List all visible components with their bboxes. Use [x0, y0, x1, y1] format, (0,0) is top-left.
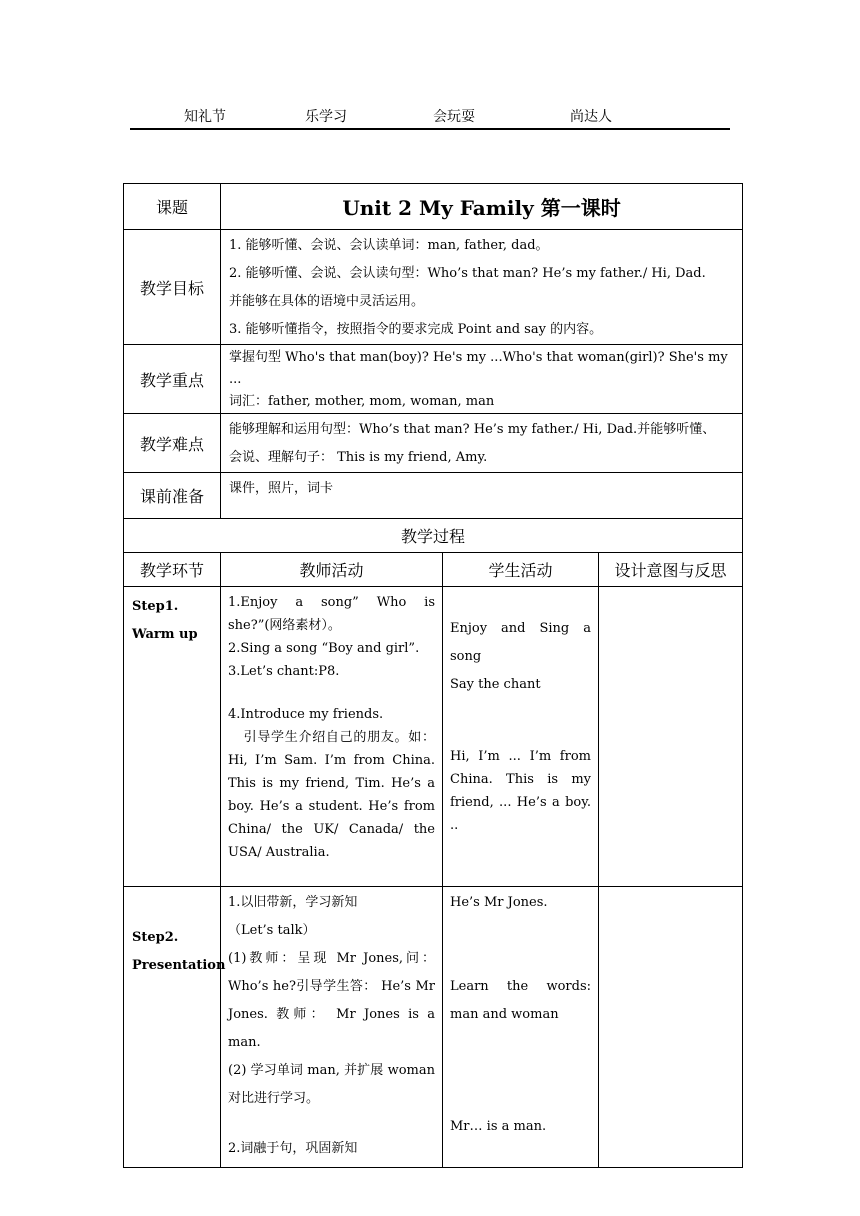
step1-teacher-activity [221, 587, 443, 887]
objectives-content [221, 230, 743, 345]
column-header-row [124, 553, 743, 587]
student-activity-item: Enjoy and Sing a song [450, 621, 591, 664]
step2-teacher-activity [221, 887, 443, 1168]
student-activity-item: Learn the words: man and woman [450, 979, 591, 1022]
header-item-2: 乐学习 [305, 109, 347, 125]
key-point-line: 掌握句型 Who's that man(boy)? He's my ...Who's that woman(girl)? She's my ... [229, 350, 728, 387]
objectives-label: 教学目标 [124, 230, 221, 345]
step1-number: Step1. [132, 599, 179, 614]
preparation-row [124, 473, 743, 519]
teacher-activity-item: (2) 学习单词 man, 并扩展 woman 对比进行学习。 [228, 1063, 435, 1106]
header-item-3: 会玩耍 [433, 109, 475, 125]
preparation-content: 课件，照片，词卡 [221, 473, 743, 519]
student-activity-item: Say the chant [450, 677, 541, 692]
teacher-activity-item: (1)教师：呈现 Mr Jones,问：Who’s he?引导学生答： He’s Mr Jones. 教师： Mr Jones is a man. [228, 951, 435, 1050]
teacher-activity-item: （Let’s talk） [228, 923, 316, 938]
column-header-step: 教学环节 [124, 553, 221, 587]
student-activity-item: Mr… is a man. [450, 1119, 547, 1134]
key-points-row [124, 345, 743, 414]
step1-student-activity [443, 587, 599, 887]
teacher-activity-item: 4.Introduce my friends. [228, 707, 384, 722]
difficulties-row [124, 414, 743, 473]
difficulties-content [221, 414, 743, 473]
difficulty-line: 会说、理解句子： This is my friend, Amy. [229, 450, 488, 465]
student-activity-item: Hi, I’m ... I’m from China. This is my friend, ... He’s a boy. .. [450, 749, 591, 833]
topic-row [124, 184, 743, 230]
difficulties-label: 教学难点 [124, 414, 221, 473]
objective-line: 3. 能够听懂指令，按照指令的要求完成 Point and say 的内容。 [229, 322, 603, 337]
objective-line: 2. 能够听懂、会说、会认读句型：Who’s that man? He’s my father./ Hi, Dad. [229, 266, 706, 281]
teacher-activity-item: 2.Sing a song “Boy and girl”. [228, 641, 420, 656]
teacher-activity-item: 3.Let’s chant:P8. [228, 664, 340, 679]
process-title: 教学过程 [124, 519, 743, 553]
lesson-plan-table [123, 183, 743, 1168]
objective-line: 1. 能够听懂、会说、会认读单词：man, father, dad。 [229, 238, 549, 253]
teacher-activity-item: 引导学生介绍自己的朋友。如：Hi, I’m Sam. I’m from China. This is my friend, Tim. He’s a boy. He’s a student. He’s from China/ the UK/ Canada/ the USA/ Australia. [228, 730, 435, 860]
objectives-row [124, 230, 743, 345]
step2-reflection [599, 887, 743, 1168]
teacher-activity-item: 1.Enjoy a song” Who is she?”(网络素材）。 [228, 595, 435, 633]
preparation-label: 课前准备 [124, 473, 221, 519]
page-header [130, 104, 730, 130]
step2-title: Presentation [132, 958, 226, 973]
column-header-teacher: 教师活动 [221, 553, 443, 587]
step1-row [124, 587, 743, 887]
key-point-line: 词汇：father, mother, mom, woman, man [229, 394, 495, 409]
objective-line: 并能够在具体的语境中灵活运用。 [229, 294, 425, 309]
process-title-row [124, 519, 743, 553]
column-header-student: 学生活动 [443, 553, 599, 587]
lesson-title: Unit 2 My Family 第一课时 [221, 184, 743, 230]
header-item-1: 知礼节 [184, 109, 226, 125]
key-points-content [221, 345, 743, 414]
step1-reflection [599, 587, 743, 887]
step2-row [124, 887, 743, 1168]
step2-name [124, 887, 226, 1168]
student-activity-item: He’s Mr Jones. [450, 895, 548, 910]
key-points-label: 教学重点 [124, 345, 221, 414]
column-header-reflection: 设计意图与反思 [599, 553, 743, 587]
step2-student-activity [443, 887, 599, 1168]
topic-label: 课题 [124, 184, 221, 230]
step1-title: Warm up [132, 627, 198, 642]
difficulty-line: 能够理解和运用句型：Who’s that man? He’s my father./ Hi, Dad.并能够听懂、 [229, 422, 716, 437]
header-item-4: 尚达人 [570, 109, 612, 125]
step1-name [124, 587, 221, 887]
step2-number: Step2. [132, 930, 179, 945]
teacher-activity-item: 2.词融于句，巩固新知 [228, 1141, 358, 1156]
teacher-activity-item: 1.以旧带新，学习新知 [228, 895, 358, 910]
